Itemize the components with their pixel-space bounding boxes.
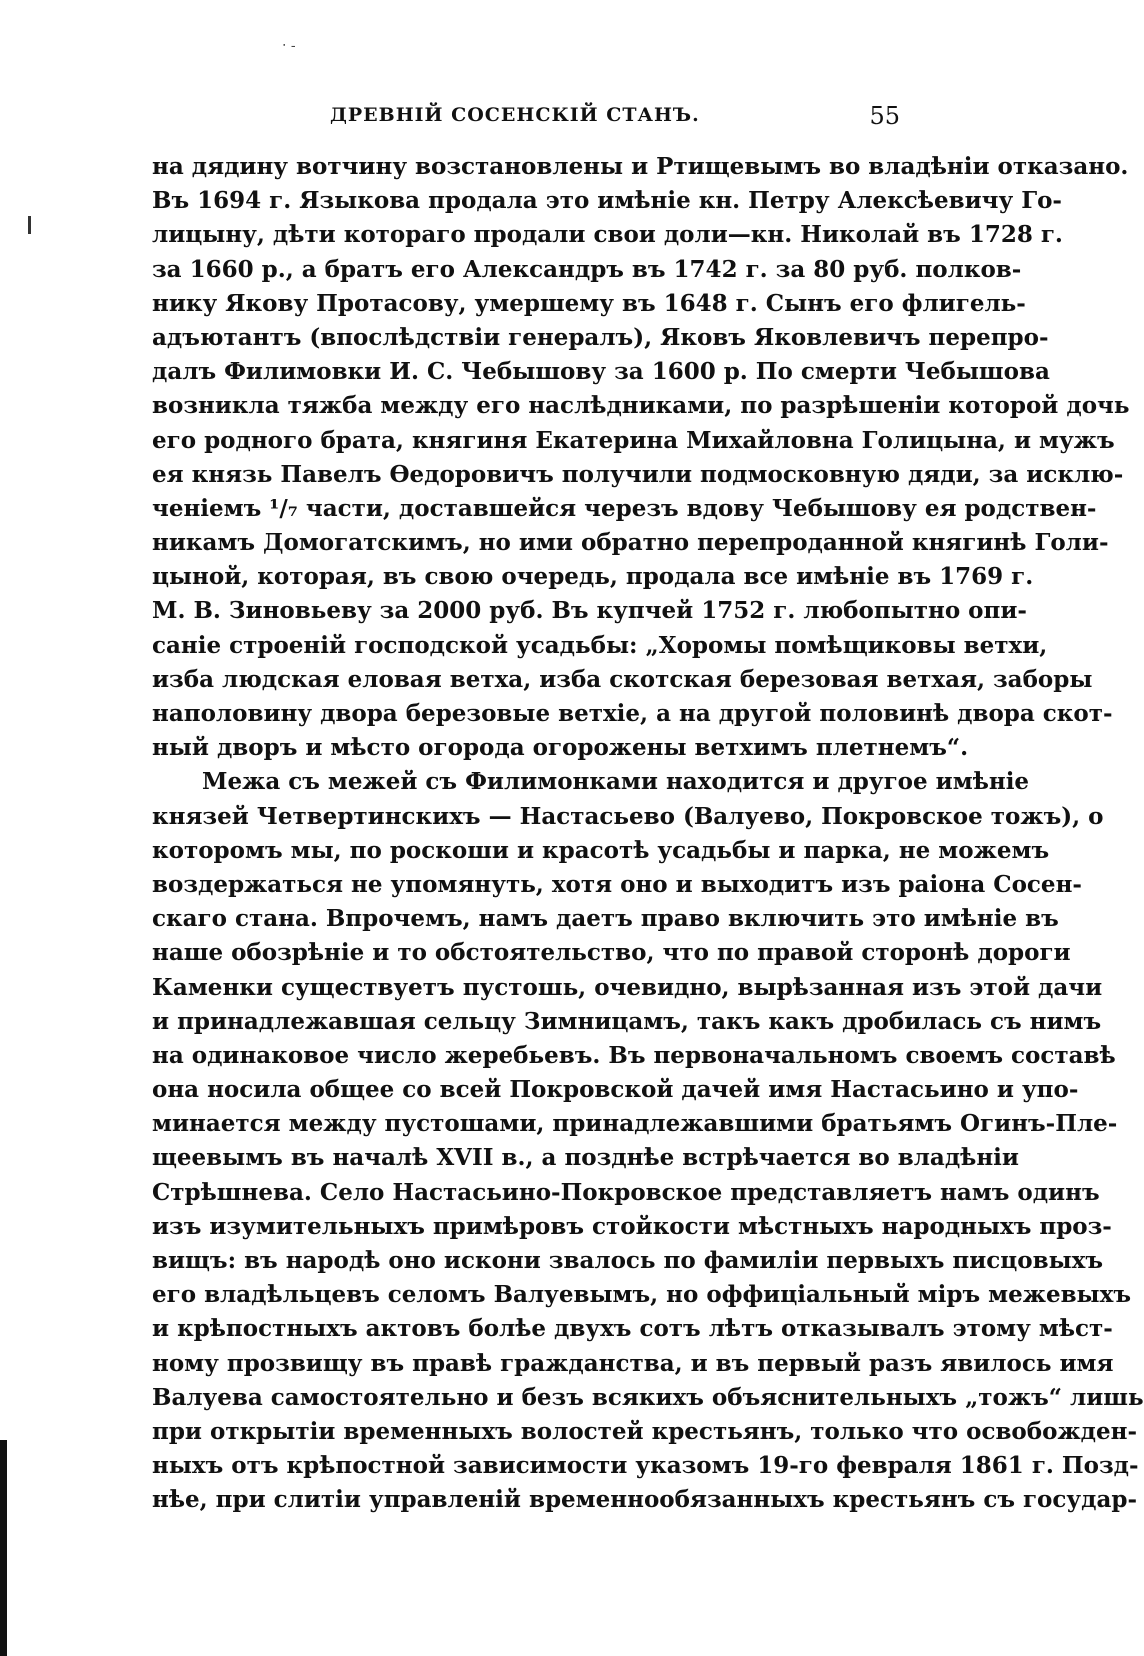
- page-edge-shadow: [0, 1440, 7, 1656]
- text-line: Каменки существуетъ пустошь, очевидно, вырѣзанная изъ этой дачи: [152, 973, 1103, 1001]
- text-line: при открытіи временныхъ волостей крестьянъ, только что освобожден-: [152, 1417, 1138, 1445]
- text-line: вищъ: въ народѣ оно искони звалось по фамиліи первыхъ писцовыхъ: [152, 1247, 1104, 1274]
- text-line: ныхъ отъ крѣпостной зависимости указомъ 19-го февраля 1861 г. Позд-: [152, 1452, 1139, 1480]
- text-line: Валуева самостоятельно и безъ всякихъ объяснительныхъ „тожъ“ лишь: [152, 1383, 1144, 1411]
- text-line: на одинаковое число жеребьевъ. Въ первоначальномъ своемъ составѣ: [152, 1041, 1116, 1069]
- text-line: воздержаться не упомянуть, хотя оно и выходитъ изъ раіона Сосен-: [152, 870, 1082, 898]
- text-line: за 1660 р., а братъ его Александръ въ 1742 г. за 80 руб. полков-: [152, 255, 1022, 283]
- text-line: Въ 1694 г. Языкова продала это имѣніе кн. Петру Алексѣевичу Го-: [152, 187, 1062, 215]
- text-line: и принадлежавшая сельцу Зимницамъ, такъ какъ дробилась съ нимъ: [152, 1007, 1102, 1035]
- body-text: [152, 150, 1144, 1518]
- text-line: ный дворъ и мѣсто огорода огорожены ветхимъ плетнемъ“.: [152, 734, 969, 762]
- text-line: изъ изумительныхъ примѣровъ стойкости мѣстныхъ народныхъ проз-: [152, 1212, 1112, 1240]
- text-line: князей Четвертинскихъ — Настасьево (Валуево, Покровское тожъ), о: [152, 802, 1104, 830]
- text-line: адъютантъ (впослѣдствіи генералъ), Яковъ Яковлевичъ перепро-: [152, 323, 1049, 351]
- text-line: которомъ мы, по роскоши и красотѣ усадьбы и парка, не можемъ: [152, 836, 1050, 864]
- text-line: цыной, которая, въ свою очередь, продала все имѣніе въ 1769 г.: [152, 563, 1034, 591]
- text-line: его родного брата, княгиня Екатерина Михайловна Голицына, и мужъ: [152, 426, 1115, 454]
- text-line: Межа съ межей съ Филимонками находится и другое имѣніе: [202, 768, 1030, 796]
- text-line: нѣе, при слитіи управленій временнообязанныхъ крестьянъ съ государ-: [152, 1486, 1137, 1514]
- text-line: скаго стана. Впрочемъ, намъ даетъ право включить это имѣніе въ: [152, 905, 1059, 933]
- text-line: возникла тяжба между его наслѣдниками, по разрѣшеніи которой дочь: [152, 392, 1130, 420]
- text-line: никамъ Домогатскимъ, но ими обратно перепроданной княгинѣ Голи-: [152, 529, 1109, 557]
- text-line: минается между пустошами, принадлежавшими братьямъ Огинъ-Пле-: [152, 1110, 1118, 1138]
- text-line: лицыну, дѣти котораго продали свои доли—кн. Николай въ 1728 г.: [152, 221, 1063, 249]
- margin-mark: [28, 216, 31, 234]
- text-line: его владѣльцевъ селомъ Валуевымъ, но оффиціальный міръ межевыхъ: [152, 1281, 1131, 1309]
- text-line: ному прозвищу въ правѣ гражданства, и въ первый разъ явилось имя: [152, 1349, 1114, 1377]
- text-line: нику Якову Протасову, умершему въ 1648 г. Сынъ его флигель-: [152, 289, 1026, 317]
- text-line: саніе строеній господской усадьбы: „Хоромы помѣщиковы ветхи,: [152, 631, 1048, 659]
- page-number: 55: [869, 102, 900, 130]
- text-line: на дядину вотчину возстановлены и Ртищевымъ во владѣніи отказано.: [152, 153, 1129, 180]
- text-line: Стрѣшнева. Село Настасьино-Покровское представляетъ намъ одинъ: [152, 1178, 1100, 1206]
- running-title: ДРЕВНІЙ СОСЕНСКІЙ СТАНЪ.: [330, 104, 700, 126]
- text-line: ея князь Павелъ Ѳедоровичъ получили подмосковную дяди, за исклю-: [152, 460, 1124, 488]
- text-line: М. В. Зиновьеву за 2000 руб. Въ купчей 1752 г. любопытно опи-: [152, 597, 1027, 625]
- text-line: наполовину двора березовые ветхіе, а на другой половинѣ двора скот-: [152, 700, 1113, 727]
- text-line: ченіемъ ¹/₇ части, доставшейся черезъ вдову Чебышову ея родствен-: [152, 494, 1097, 522]
- scan-speck: ‧ ‐: [282, 38, 296, 54]
- text-line: наше обозрѣніе и то обстоятельство, что по правой сторонѣ дороги: [152, 939, 1071, 967]
- text-line: далъ Филимовки И. С. Чебышову за 1600 р. По смерти Чебышова: [152, 358, 1050, 386]
- text-line: она носила общее со всей Покровской дачей имя Настасьино и упо-: [152, 1076, 1079, 1104]
- text-line: щеевымъ въ началѣ XVII в., а позднѣе встрѣчается во владѣніи: [152, 1144, 1019, 1172]
- page-header: [180, 102, 900, 132]
- text-line: изба людская еловая ветха, изба скотская березовая ветхая, заборы: [152, 665, 1093, 693]
- text-line: и крѣпостныхъ актовъ болѣе двухъ сотъ лѣтъ отказывалъ этому мѣст-: [152, 1315, 1113, 1343]
